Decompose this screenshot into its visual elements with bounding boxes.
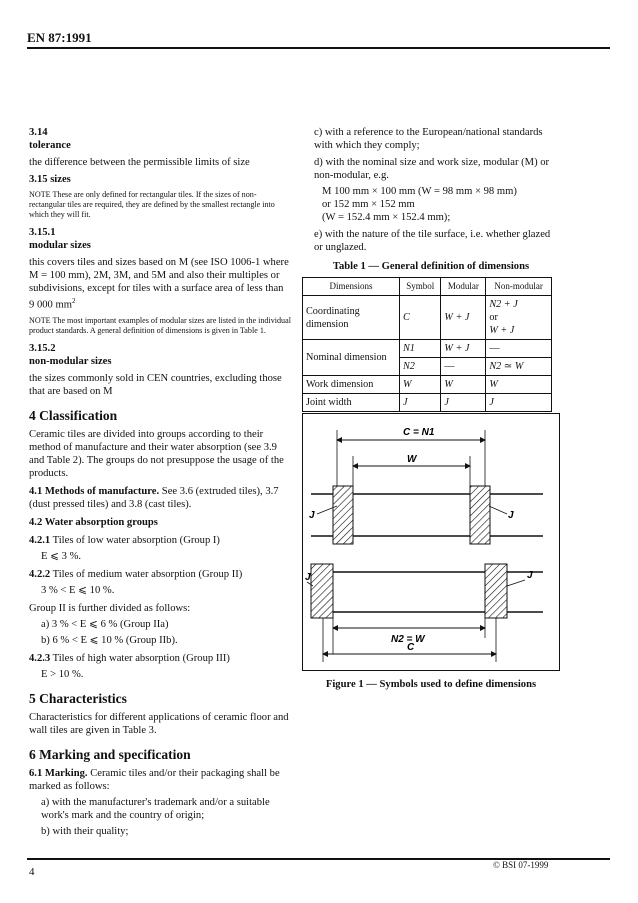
clause-4-2-1	[29, 534, 291, 547]
clause-3-15-1-body: this covers tiles and sizes based on M (see ISO 1006-1 where M = 100 mm), 2M, 3M, and 5M and also their multiples or subdivisions, except for tiles with a surface area of less than 9 000 mm	[29, 257, 289, 311]
figure-label-j: J	[309, 510, 315, 521]
clause-4-2-2	[29, 568, 291, 581]
figure-label-j: J	[527, 570, 533, 581]
clause-4-2-1-text: Tiles of low water absorption (Group I)	[50, 534, 220, 546]
marking-e: e) with the nature of the tile surface, i.e. whether glazed or unglazed.	[314, 229, 551, 253]
clause-3-15-2-title: non-modular sizes	[29, 355, 112, 367]
table-cell: W + J	[441, 340, 486, 358]
table-cell: C	[400, 296, 441, 340]
table-cell-line: or	[489, 312, 498, 323]
clause-3-15-title: 3.15 sizes	[29, 174, 71, 185]
clause-3-14-text: the difference between the permissible limits of size	[29, 157, 250, 168]
clause-6-1-text: Ceramic tiles and/or their packaging shall be marked as follows:	[29, 767, 280, 792]
figure-1-box	[302, 413, 560, 671]
table-cell: Coordinating dimension	[303, 296, 400, 340]
figure-label-c-n1: C = N1	[403, 427, 435, 438]
page-number: 4	[29, 866, 35, 878]
marking-d: d) with the nominal size and work size, modular (M) or non-modular, e.g.	[314, 157, 550, 181]
clause-4-2-3-head: 4.2.3	[29, 652, 51, 664]
clause-6-1-head: 6.1 Marking.	[29, 767, 88, 779]
table-cell: —	[486, 340, 552, 358]
clause-3-15-2-text: the sizes commonly sold in CEN countries, excluding those that are based on M	[29, 372, 282, 397]
clause-3-15-2-number: 3.15.2	[29, 342, 56, 354]
table-row	[303, 394, 552, 412]
clause-3-15-note: NOTE These are only defined for rectangular tiles. If the sizes of non-rectangular tiles are required, they are defined by the smallest rectangle into which they will fit.	[29, 190, 275, 219]
table-cell: W	[486, 376, 552, 394]
clause-4-2-2-value: 3 % < E ⩽ 10 %.	[41, 584, 115, 596]
table-header-cell: Symbol	[400, 278, 441, 296]
table-cell: J	[486, 394, 552, 412]
group-ii-division: Group II is further divided as follows:	[29, 602, 191, 614]
table-cell: Joint width	[303, 394, 400, 412]
table-cell	[486, 296, 552, 340]
header-rule	[27, 47, 610, 49]
figure-label-j: J	[508, 510, 514, 521]
left-column	[29, 126, 291, 838]
table-cell: Nominal dimension	[303, 340, 400, 376]
table-header-row	[303, 278, 552, 296]
figure-label-c: C	[407, 642, 415, 653]
clause-6-1	[29, 767, 291, 793]
clause-4-2-3	[29, 652, 291, 665]
figure-label-w-top: W	[407, 454, 417, 465]
marking-d-example-2: or 152 mm × 152 mm	[322, 199, 415, 210]
table-header-cell: Non-modular	[486, 278, 552, 296]
superscript: 2	[71, 297, 76, 305]
table-cell: Work dimension	[303, 376, 400, 394]
table-cell: N2 ≃ W	[486, 358, 552, 376]
section-5-heading: 5 Characteristics	[29, 690, 127, 706]
section-6-heading: 6 Marking and specification	[29, 746, 191, 762]
marking-b: b) with their quality;	[41, 825, 129, 837]
table-cell: W	[441, 376, 486, 394]
table-cell: W	[400, 376, 441, 394]
clause-4-1-head: 4.1 Methods of manufacture.	[29, 485, 160, 497]
section-4-text: Ceramic tiles are divided into groups according to their method of manufacture and their water absorption (see 3.9 and Table 2). The groups do not presuppose the usage of the products.	[29, 428, 284, 479]
clause-3-14-number: 3.14	[29, 127, 48, 138]
clause-4-2-1-head: 4.2.1	[29, 534, 51, 546]
marking-d-example-1: M 100 mm × 100 mm (W = 98 mm × 98 mm)	[322, 186, 517, 197]
table-cell: N1	[400, 340, 441, 358]
clause-4-1-text: See 3.6 (extruded tiles), 3.7 (dust pressed tiles) and 3.8 (cast tiles).	[29, 485, 279, 510]
marking-c: c) with a reference to the European/national standards with which they comply;	[314, 127, 543, 151]
table-cell: W + J	[441, 296, 486, 340]
clause-3-15-1-note: NOTE The most important examples of modular sizes are listed in the individual product standards. A general definition of dimensions is given in Table 1.	[29, 315, 291, 335]
document-id: EN 87:1991	[27, 30, 92, 45]
table-cell-line: N2 + J	[489, 299, 518, 310]
table-1-title: Table 1 — General definition of dimensions	[332, 261, 530, 272]
tile-dimension-diagram	[303, 414, 559, 670]
marking-a: a) with the manufacturer's trademark and/or a suitable work's mark and the country of origin;	[41, 796, 270, 821]
clause-4-2: 4.2 Water absorption groups	[29, 516, 158, 528]
clause-3-15-1-title: modular sizes	[29, 240, 91, 251]
clause-4-2-3-value: E > 10 %.	[41, 668, 84, 680]
table-row	[303, 340, 552, 358]
section-4-heading: 4 Classification	[29, 407, 118, 423]
table-cell-line: W + J	[489, 325, 515, 336]
clause-3-14-title: tolerance	[29, 140, 71, 151]
table-cell: N2	[400, 358, 441, 376]
table-cell: J	[441, 394, 486, 412]
right-column	[302, 126, 560, 412]
table-header-cell: Modular	[441, 278, 486, 296]
copyright: © BSI 07-1999	[493, 860, 549, 870]
clause-4-2-2-text: Tiles of medium water absorption (Group II)	[50, 568, 243, 580]
clause-4-2-3-text: Tiles of high water absorption (Group III)	[50, 652, 230, 664]
marking-d-example-3: (W = 152.4 mm × 152.4 mm);	[322, 212, 451, 223]
clause-3-15-1-text	[29, 256, 291, 312]
table-cell: J	[400, 394, 441, 412]
table-row	[303, 376, 552, 394]
table-row	[303, 296, 552, 340]
group-iib: b) 6 % < E ⩽ 10 % (Group IIb).	[41, 634, 178, 646]
clause-3-15-1-number: 3.15.1	[29, 227, 56, 238]
figure-label-n2-w: N2 = W	[391, 634, 425, 645]
figure-label-j: J	[305, 572, 311, 583]
section-5-text: Characteristics for different applications of ceramic floor and wall tiles are given in Table 3.	[29, 711, 289, 736]
table-cell: —	[441, 358, 486, 376]
group-iia: a) 3 % < E ⩽ 6 % (Group IIa)	[41, 618, 169, 630]
clause-4-2-2-head: 4.2.2	[29, 568, 51, 580]
clause-4-2-1-value: E ⩽ 3 %.	[41, 550, 82, 562]
figure-1-caption: Figure 1 — Symbols used to define dimensions	[325, 679, 537, 690]
dimensions-table	[302, 277, 552, 412]
clause-4-1	[29, 485, 291, 511]
table-header-cell: Dimensions	[303, 278, 400, 296]
